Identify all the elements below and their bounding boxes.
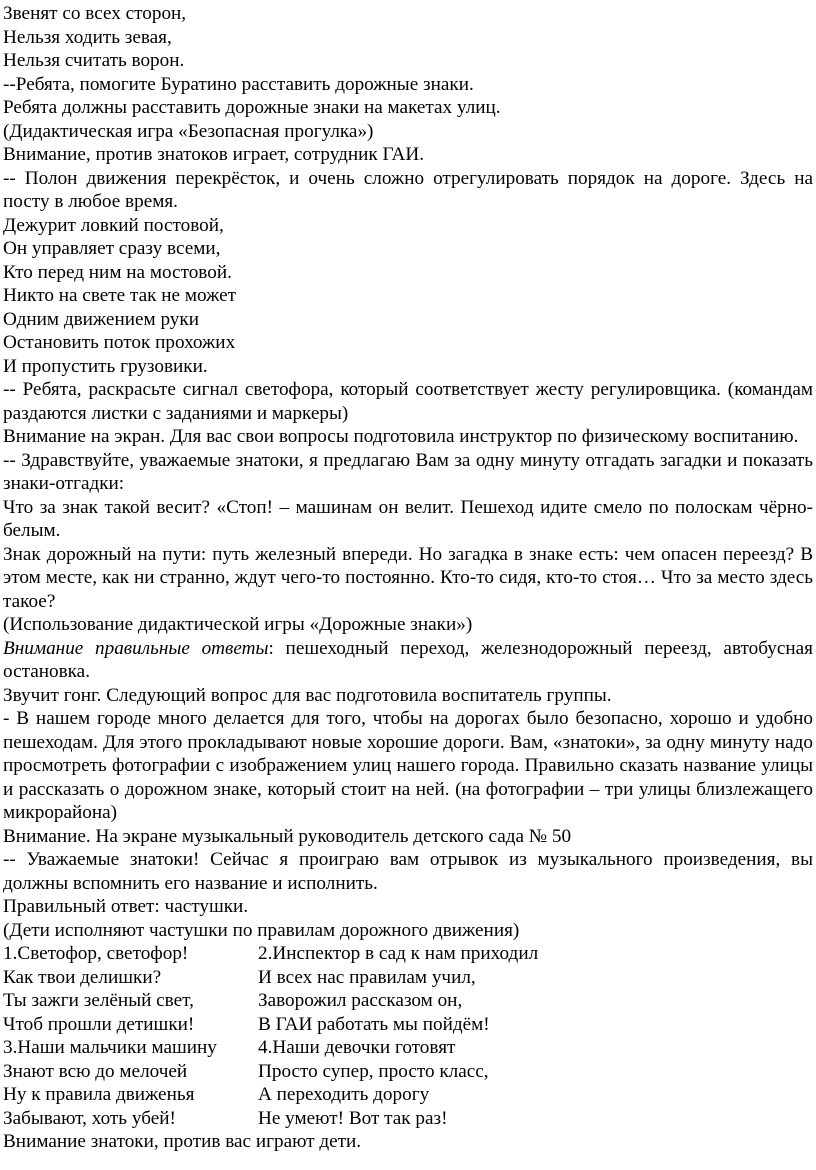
- verse-right: 2.Инспектор в сад к нам приходил: [258, 943, 539, 964]
- answer-line: Правильный ответ: частушки.: [3, 896, 249, 917]
- verse-right: Заворожил рассказом он,: [258, 990, 463, 1011]
- verse-right: И всех нас правилам учил,: [258, 966, 476, 988]
- verse-left: 1.Светофор, светофор!: [3, 943, 189, 964]
- riddle-paragraph: Что за знак такой весит? «Стоп! – машинам он велит. Пешеход идите смело по полоскам чёрно-белым.: [3, 496, 813, 541]
- poem-line: Кто перед ним на мостовой.: [3, 261, 232, 283]
- verse-left: Забывают, хоть убей!: [3, 1107, 176, 1129]
- game-title-line: (Использование дидактической игры «Дорожные знаки»): [3, 614, 473, 635]
- verse-row: [3, 1013, 813, 1037]
- poem-line: Остановить поток прохожих: [3, 332, 236, 353]
- paragraph: -- Здравствуйте, уважаемые знатоки, я предлагаю Вам за одну минуту отгадать загадки и показать знаки-отгадки:: [3, 449, 813, 494]
- instruction-line: (Дети исполняют частушки по правилам дорожного движения): [3, 919, 520, 941]
- verse-right: В ГАИ работать мы пойдём!: [258, 1013, 490, 1035]
- announcement-line: Внимание. На экране музыкальный руководитель детского сада № 50: [3, 825, 572, 847]
- verse-row: [3, 1107, 813, 1131]
- verse-row: [3, 1083, 813, 1107]
- poem-line: Звенят со всех сторон,: [3, 3, 187, 24]
- verse-left: Знают всю до мелочей: [3, 1060, 188, 1082]
- poem-line: Дежурит ловкий постовой,: [3, 214, 224, 236]
- instruction-line: --Ребята, помогите Буратино расставить дорожные знаки.: [3, 73, 474, 95]
- verse-row: [3, 1036, 813, 1060]
- riddle-paragraph: Знак дорожный на пути: путь железный впереди. Но загадка в знаке есть: чем опасен переезд? В этом месте, как ни странно, ждут чего-то постоянно. Кто-то сидя, кто-то стоя… Что за место здесь такое?: [3, 543, 813, 612]
- verse-left: 3.Наши мальчики машину: [3, 1037, 217, 1058]
- verse-left: Ты зажги зелёный свет,: [3, 990, 194, 1011]
- answers-text: : пешеходный переход, железнодорожный переезд, автобусная остановка.: [3, 637, 813, 682]
- announcement-line: Внимание, против знатоков играет, сотрудник ГАИ.: [3, 144, 425, 165]
- poem-line: Никто на свете так не может: [3, 285, 236, 306]
- final-announcement: Внимание знатоки, против вас играют дети.: [3, 1131, 362, 1152]
- paragraph: -- Уважаемые знатоки! Сейчас я проиграю вам отрывок из музыкального произведения, вы должны вспомнить его название и исполнить.: [3, 849, 813, 894]
- paragraph: -- Ребята, раскрасьте сигнал светофора, который соответствует жесту регулировщика. (командам раздаются листки с заданиями и маркеры): [3, 379, 813, 424]
- answers-paragraph: [3, 637, 813, 684]
- verse-right: Не умеют! Вот так раз!: [258, 1107, 448, 1129]
- verse-left: Чтоб прошли детишки!: [3, 1013, 195, 1035]
- verse-left: Ну к правила движенья: [3, 1084, 195, 1105]
- poem-line: Одним движением руки: [3, 308, 199, 330]
- verse-right: Просто супер, просто класс,: [258, 1060, 489, 1082]
- paragraph: -- Полон движения перекрёсток, и очень сложно отрегулировать порядок на дороге. Здесь на посту в любое время.: [3, 167, 813, 212]
- poem-line: Нельзя считать ворон.: [3, 50, 185, 71]
- verse-row: [3, 966, 813, 990]
- answers-label: Внимание правильные ответы: [3, 637, 269, 659]
- announcement-line: Звучит гонг. Следующий вопрос для вас подготовила воспитатель группы.: [3, 684, 612, 706]
- paragraph: Внимание на экран. Для вас свои вопросы подготовила инструктор по физическому воспитанию.: [3, 426, 799, 447]
- game-title-line: (Дидактическая игра «Безопасная прогулка»): [3, 120, 374, 142]
- verse-right: А переходить дорогу: [258, 1084, 430, 1105]
- poem-line: Нельзя ходить зевая,: [3, 26, 172, 48]
- verse-right: 4.Наши девочки готовят: [258, 1037, 456, 1058]
- verse-row: [3, 942, 813, 966]
- instruction-line: Ребята должны расставить дорожные знаки на макетах улиц.: [3, 97, 501, 118]
- poem-line: И пропустить грузовики.: [3, 355, 208, 377]
- verse-row: [3, 1060, 813, 1084]
- poem-line: Он управляет сразу всеми,: [3, 238, 221, 259]
- verse-row: [3, 989, 813, 1013]
- verse-left: Как твои делишки?: [3, 966, 162, 988]
- paragraph: - В нашем городе много делается для того, чтобы на дорогах было безопасно, хорошо и удобно пешеходам. Для этого прокладывают новые хорошие дороги. Вам, «знатоки», за одну минуту надо просмотреть фотографии с изображением улиц нашего города. Правильно сказать название улицы и рассказать о дорожном знаке, который стоит на ней. (на фотографии – три улицы близлежащего микрорайона): [3, 708, 813, 823]
